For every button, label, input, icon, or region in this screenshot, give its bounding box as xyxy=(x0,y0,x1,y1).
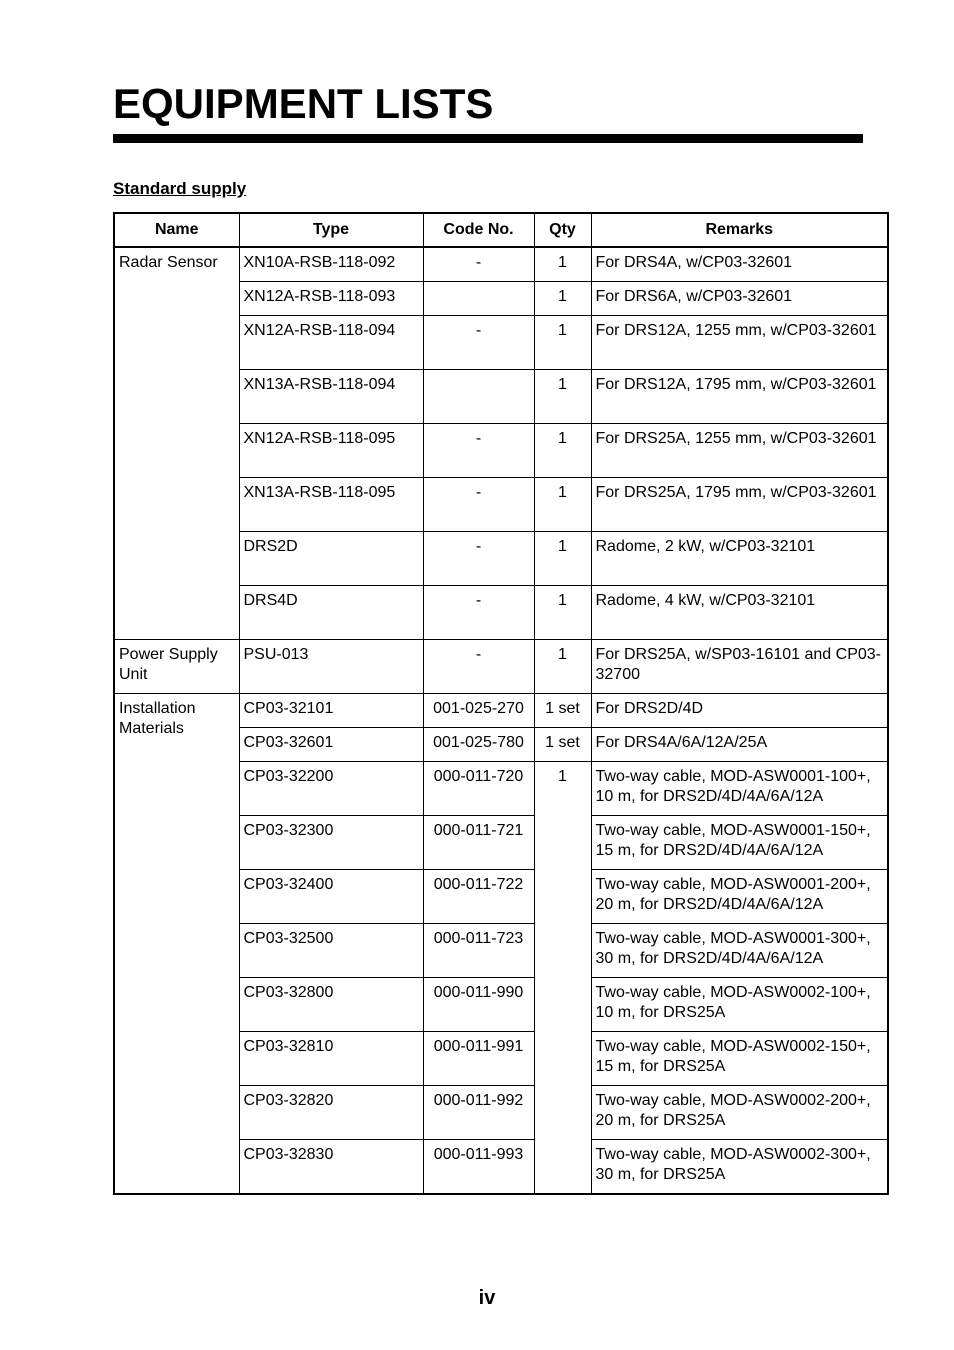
cell-type: CP03-32200 xyxy=(239,762,423,816)
cell-code: 001-025-780 xyxy=(423,728,534,762)
cell-type: DRS4D xyxy=(239,586,423,640)
cell-code: - xyxy=(423,532,534,586)
cell-type: CP03-32810 xyxy=(239,1032,423,1086)
section-heading: Standard supply xyxy=(113,179,247,198)
cell-code: - xyxy=(423,424,534,478)
cell-code: 000-011-991 xyxy=(423,1032,534,1086)
cell-code: 000-011-992 xyxy=(423,1086,534,1140)
cell-remarks: For DRS25A, 1795 mm, w/CP03-32601 xyxy=(591,478,888,532)
page-number: iv xyxy=(478,1287,496,1309)
header-name: Name xyxy=(114,213,239,247)
cell-qty: 1 xyxy=(534,586,591,640)
cell-remarks: Radome, 4 kW, w/CP03-32101 xyxy=(591,586,888,640)
title-rule xyxy=(113,134,863,143)
cell-remarks: Two-way cable, MOD-ASW0001-300+, 30 m, for DRS2D/4D/4A/6A/12A xyxy=(591,924,888,978)
cell-qty: 1 xyxy=(534,282,591,316)
cell-code: - xyxy=(423,478,534,532)
group-radar-sensor: Radar Sensor xyxy=(114,247,239,640)
cell-type: CP03-32830 xyxy=(239,1140,423,1195)
cell-type: DRS2D xyxy=(239,532,423,586)
cell-code: - xyxy=(423,316,534,370)
equipment-table xyxy=(113,212,889,1195)
header-code: Code No. xyxy=(423,213,534,247)
cell-remarks: Radome, 2 kW, w/CP03-32101 xyxy=(591,532,888,586)
cell-qty: 1 xyxy=(534,762,591,1195)
cell-type: XN10A-RSB-118-092 xyxy=(239,247,423,282)
cell-remarks: Two-way cable, MOD-ASW0002-100+, 10 m, for DRS25A xyxy=(591,978,888,1032)
cell-type: CP03-32400 xyxy=(239,870,423,924)
cell-type: XN12A-RSB-118-093 xyxy=(239,282,423,316)
cell-code: - xyxy=(423,640,534,694)
table-row xyxy=(114,694,888,728)
cell-code: 000-011-993 xyxy=(423,1140,534,1195)
cell-type: CP03-32500 xyxy=(239,924,423,978)
cell-remarks: For DRS6A, w/CP03-32601 xyxy=(591,282,888,316)
cell-type: XN13A-RSB-118-094 xyxy=(239,370,423,424)
cell-remarks: Two-way cable, MOD-ASW0001-150+, 15 m, for DRS2D/4D/4A/6A/12A xyxy=(591,816,888,870)
group-power-supply-unit: Power Supply Unit xyxy=(114,640,239,694)
cell-code: 001-025-270 xyxy=(423,694,534,728)
table-row xyxy=(114,247,888,282)
cell-qty: 1 xyxy=(534,532,591,586)
cell-qty: 1 xyxy=(534,370,591,424)
cell-type: CP03-32300 xyxy=(239,816,423,870)
cell-code: 000-011-722 xyxy=(423,870,534,924)
group-installation-materials: Installation Materials xyxy=(114,694,239,1195)
cell-type: CP03-32101 xyxy=(239,694,423,728)
cell-qty: 1 xyxy=(534,424,591,478)
cell-code: 000-011-721 xyxy=(423,816,534,870)
cell-remarks: For DRS2D/4D xyxy=(591,694,888,728)
header-type: Type xyxy=(239,213,423,247)
cell-qty: 1 xyxy=(534,316,591,370)
cell-type: CP03-32601 xyxy=(239,728,423,762)
cell-type: XN12A-RSB-118-094 xyxy=(239,316,423,370)
cell-qty: 1 xyxy=(534,640,591,694)
cell-remarks: For DRS12A, 1795 mm, w/CP03-32601 xyxy=(591,370,888,424)
cell-code: 000-011-990 xyxy=(423,978,534,1032)
cell-code: 000-011-720 xyxy=(423,762,534,816)
cell-qty: 1 set xyxy=(534,728,591,762)
cell-type: CP03-32820 xyxy=(239,1086,423,1140)
cell-remarks: For DRS25A, 1255 mm, w/CP03-32601 xyxy=(591,424,888,478)
cell-remarks: Two-way cable, MOD-ASW0002-200+, 20 m, for DRS25A xyxy=(591,1086,888,1140)
cell-code xyxy=(423,370,534,424)
cell-remarks: Two-way cable, MOD-ASW0001-100+, 10 m, for DRS2D/4D/4A/6A/12A xyxy=(591,762,888,816)
cell-remarks: For DRS4A/6A/12A/25A xyxy=(591,728,888,762)
cell-remarks: Two-way cable, MOD-ASW0002-150+, 15 m, for DRS25A xyxy=(591,1032,888,1086)
cell-type: CP03-32800 xyxy=(239,978,423,1032)
cell-type: XN13A-RSB-118-095 xyxy=(239,478,423,532)
cell-qty: 1 xyxy=(534,478,591,532)
table-row xyxy=(114,640,888,694)
cell-remarks: For DRS4A, w/CP03-32601 xyxy=(591,247,888,282)
cell-qty: 1 xyxy=(534,247,591,282)
table-header-row xyxy=(114,213,888,247)
cell-code: - xyxy=(423,247,534,282)
header-qty: Qty xyxy=(534,213,591,247)
cell-remarks: Two-way cable, MOD-ASW0001-200+, 20 m, for DRS2D/4D/4A/6A/12A xyxy=(591,870,888,924)
cell-code: - xyxy=(423,586,534,640)
cell-type: PSU-013 xyxy=(239,640,423,694)
cell-remarks: For DRS25A, w/SP03-16101 and CP03-32700 xyxy=(591,640,888,694)
cell-code: 000-011-723 xyxy=(423,924,534,978)
cell-code xyxy=(423,282,534,316)
header-remarks: Remarks xyxy=(591,213,888,247)
page-title: EQUIPMENT LISTS xyxy=(113,80,494,127)
cell-qty: 1 set xyxy=(534,694,591,728)
cell-remarks: For DRS12A, 1255 mm, w/CP03-32601 xyxy=(591,316,888,370)
cell-type: XN12A-RSB-118-095 xyxy=(239,424,423,478)
cell-remarks: Two-way cable, MOD-ASW0002-300+, 30 m, for DRS25A xyxy=(591,1140,888,1195)
